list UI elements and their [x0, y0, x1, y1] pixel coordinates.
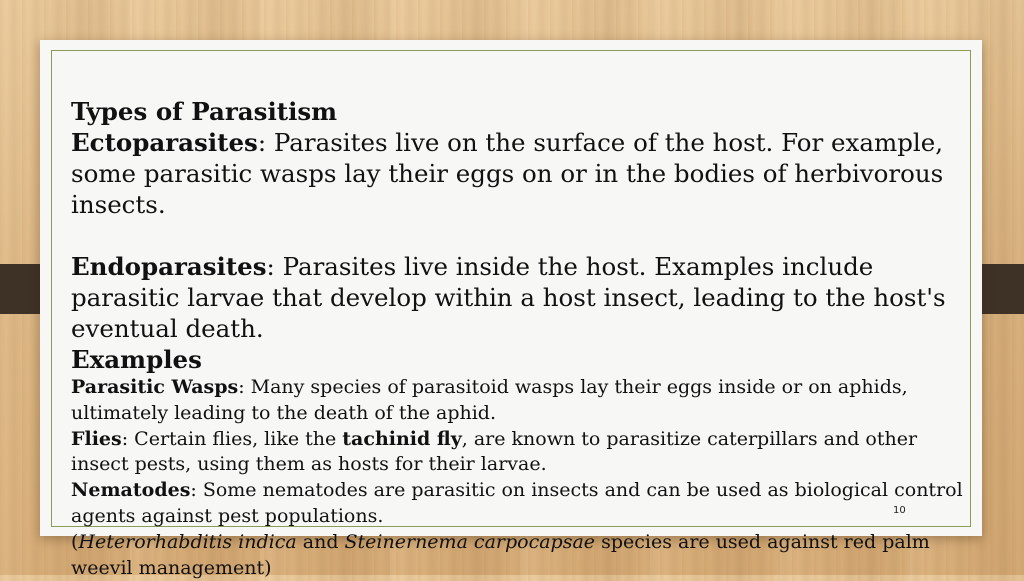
example-nematodes: [71, 478, 971, 530]
ectoparasites-term: Ectoparasites: [71, 128, 258, 157]
left-accent-bar: [0, 264, 42, 314]
tachinid-fly-term: tachinid fly: [342, 427, 462, 450]
species-steinernema: Steinernema carpocapsae: [344, 530, 596, 553]
slide-content: [71, 96, 971, 581]
heading-types-of-parasitism: Types of Parasitism: [71, 97, 338, 126]
species-note: (Heterorhabditis indica and Steinernema carpocapsae species are used against red palm weevil management): [71, 530, 930, 579]
example-flies: Flies: Certain flies, like the tachinid fly, are known to parasitize caterpillars and other insect pests, using them as hosts for their larvae.: [71, 427, 918, 476]
wasps-term: Parasitic Wasps: [71, 376, 239, 398]
endoparasites-paragraph: [71, 251, 971, 344]
nematodes-text: : Some nematodes are parasitic on insects and can be used as biological control agents against pest populations.: [71, 479, 963, 527]
example-parasitic-wasps: [71, 375, 971, 427]
ectoparasites-text: : Parasites live on the surface of the host. For example, some parasitic wasps lay their eggs on or in the bodies of herbivorous insects.: [71, 128, 944, 219]
species-heterorhabditis: Heterorhabditis indica: [78, 530, 297, 553]
nematodes-term: Nematodes: [71, 479, 191, 502]
endoparasites-text: : Parasites live inside the host. Examples include parasitic larvae that develop within a host insect, leading to the host's eventual death.: [71, 252, 946, 343]
flies-term: Flies: [71, 427, 122, 450]
page-number: 10: [893, 505, 906, 516]
wasps-text: : Many species of parasitoid wasps lay their eggs inside or on aphids, ultimately leading to the death of the aphid.: [71, 376, 908, 424]
endoparasites-term: Endoparasites: [71, 252, 267, 281]
examples-heading: Examples: [71, 345, 202, 374]
ectoparasites-paragraph: [71, 127, 971, 220]
